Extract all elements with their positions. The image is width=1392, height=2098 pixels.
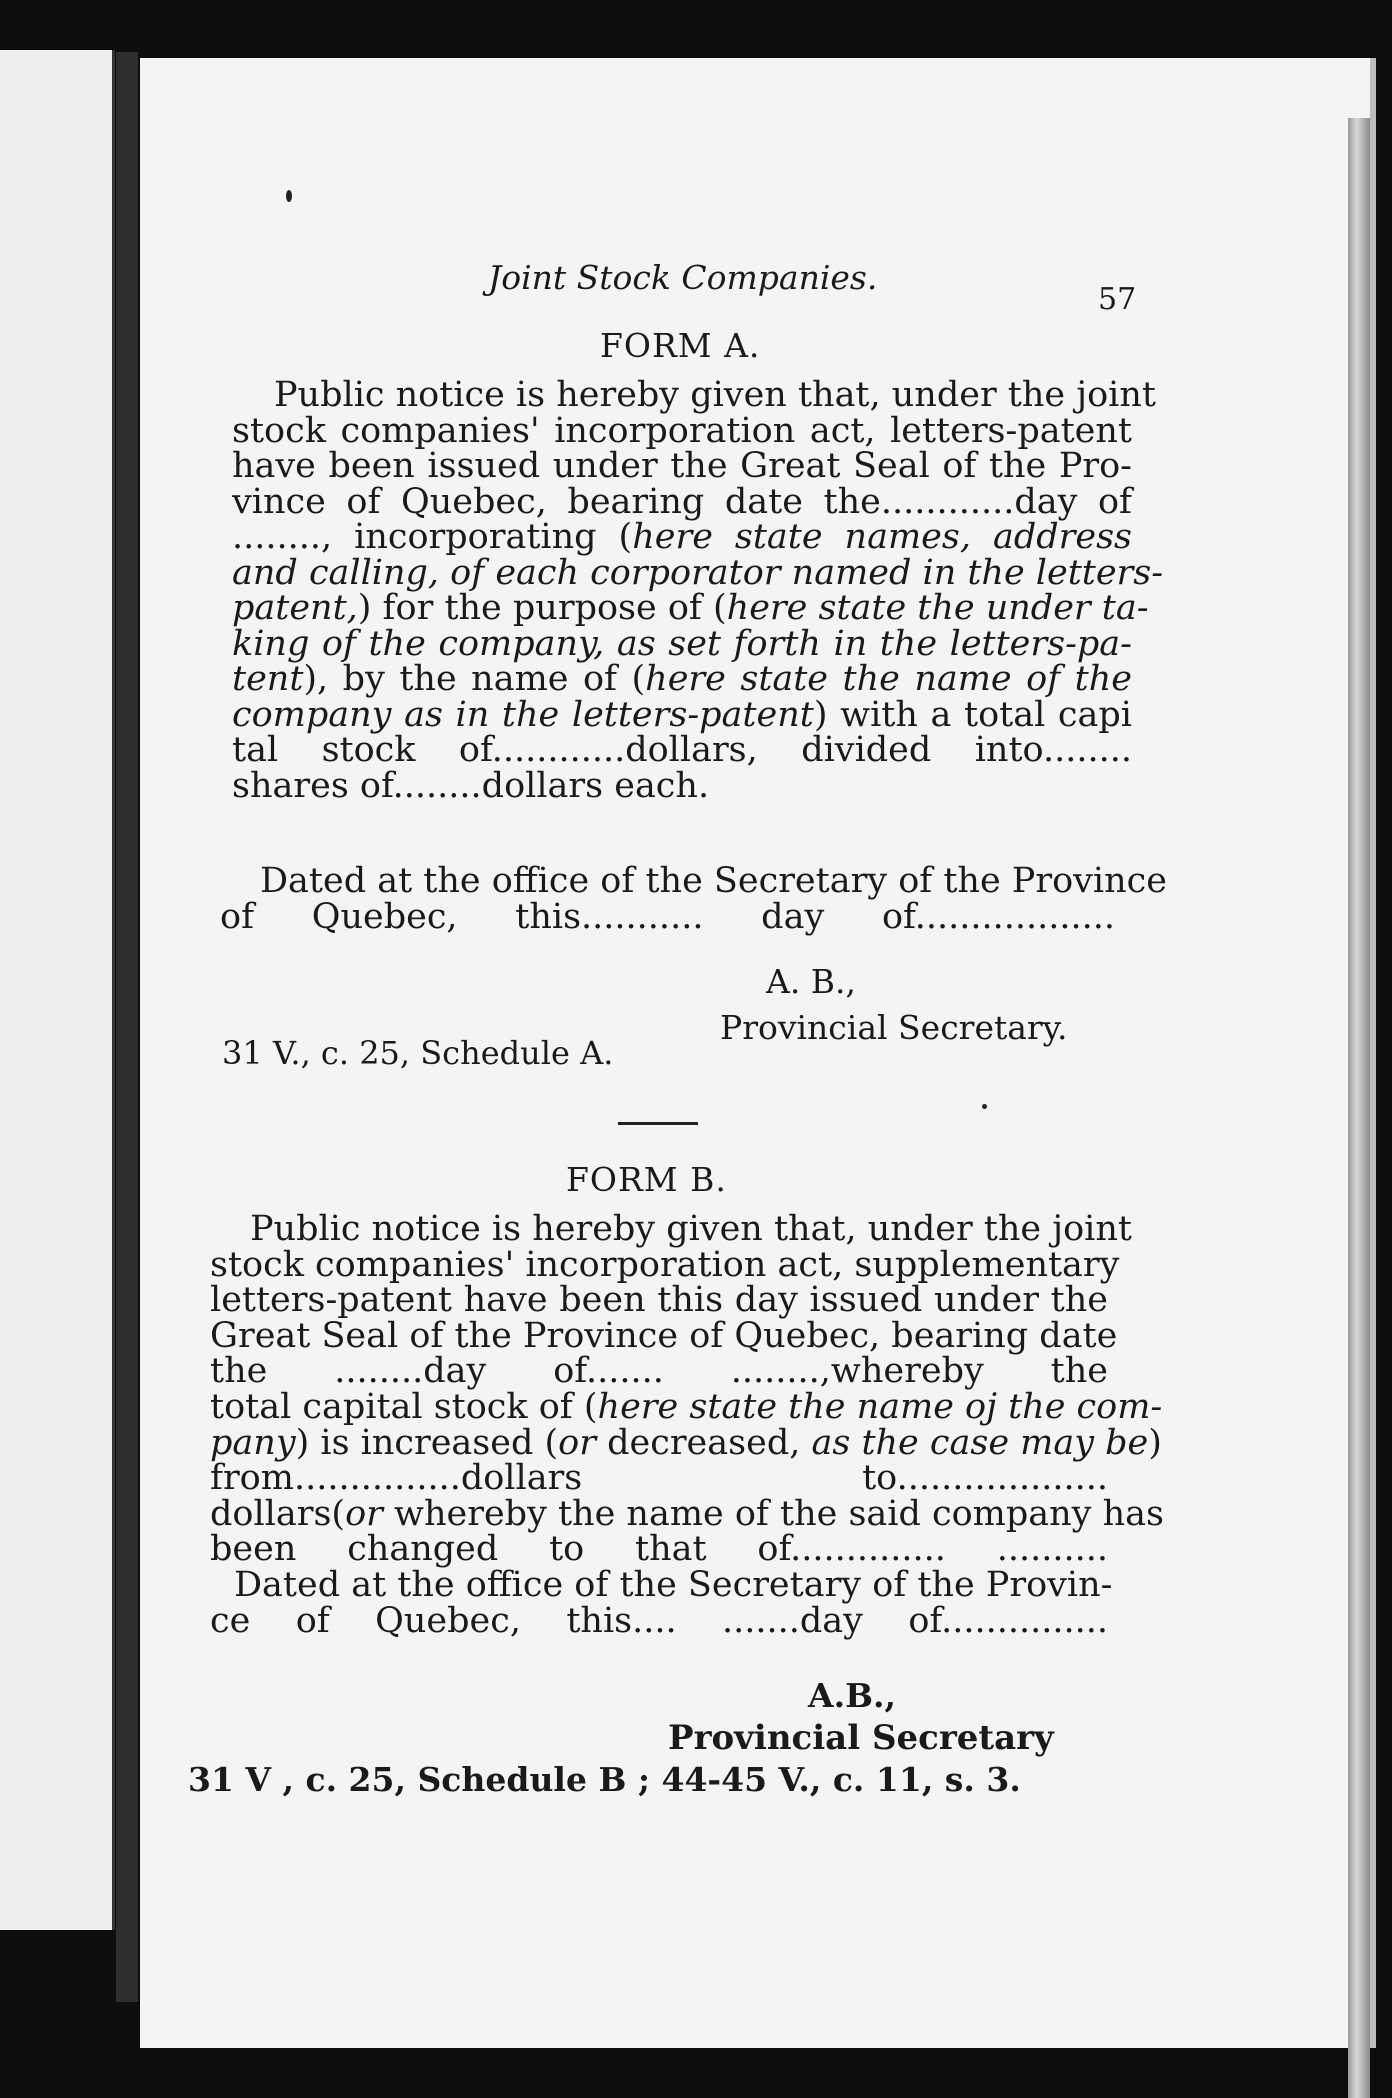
form-a-dated xyxy=(220,861,1167,937)
form-a-title: FORM A. xyxy=(600,326,761,365)
form-b-reference: 31 V , c. 25, Schedule B ; 44-45 V., c. 11, s. 3. xyxy=(188,1760,1021,1799)
form-b-signature-title: Provincial Secretary xyxy=(668,1718,1054,1758)
form-a-notice xyxy=(232,375,1164,806)
text-line: shares of........dollars each. xyxy=(232,765,710,806)
text-line: stock companies' incorporation act, letters-patent xyxy=(232,410,1132,451)
text-line: ........, incorporating (here state names, address xyxy=(232,517,1132,557)
text-line: Great Seal of the Province of Quebec, bearing date xyxy=(210,1315,1118,1356)
text-line: king of the company, as set forth in the letters-pa- xyxy=(232,623,1132,664)
text-line: Public notice is hereby given that, under the joint xyxy=(274,375,1156,415)
text-line: company as in the letters-patent) with a total capi xyxy=(232,694,1132,735)
text-line: the ........day of....... ........,whereby the xyxy=(210,1351,1108,1392)
text-line: Dated at the office of the Secretary of the Provin- xyxy=(234,1564,1113,1605)
text-line: and calling, of each corporator named in the letters- xyxy=(232,552,1164,593)
text-line: tal stock of............dollars, divided into........ xyxy=(232,730,1132,770)
form-a-signature-name: A. B., xyxy=(766,962,857,1001)
text-line: total capital stock of (here state the name oj the com- xyxy=(210,1386,1163,1427)
facing-page-edge xyxy=(0,50,115,1930)
text-line: stock companies' incorporation act, supplementary xyxy=(210,1244,1120,1285)
page-edge-shadow xyxy=(1348,118,1370,2098)
section-divider xyxy=(618,1122,698,1125)
text-line: patent,) for the purpose of (here state the under ta- xyxy=(232,588,1149,628)
text-line: from...............dollars to................... xyxy=(210,1458,1108,1499)
form-b-signature-name: A.B., xyxy=(808,1676,896,1715)
text-line: Dated at the office of the Secretary of the Province xyxy=(260,861,1167,901)
book-binding xyxy=(116,52,138,2002)
text-line: of Quebec, this........... day of.................. xyxy=(220,896,1115,937)
page-number: 57 xyxy=(1098,282,1137,317)
ink-speck xyxy=(982,1104,987,1109)
running-head: Joint Stock Companies. xyxy=(488,258,878,297)
text-line: tent), by the name of (here state the name of the xyxy=(232,659,1132,699)
form-a-signature-title: Provincial Secretary. xyxy=(720,1008,1068,1047)
text-line: vince of Quebec, bearing date the............day of xyxy=(232,481,1132,522)
text-line: pany) is increased (or decreased, as the case may be) xyxy=(210,1422,1162,1463)
text-line: dollars(or whereby the name of the said company has xyxy=(210,1493,1164,1534)
text-line: been changed to that of.............. .......... xyxy=(210,1529,1108,1570)
form-b-notice xyxy=(210,1209,1164,1641)
text-line: have been issued under the Great Seal of the Pro- xyxy=(232,446,1132,486)
form-b-title: FORM B. xyxy=(566,1160,727,1199)
text-line: Public notice is hereby given that, under the joint xyxy=(250,1209,1132,1249)
text-line: ce of Quebec, this.... .......day of............... xyxy=(210,1600,1108,1641)
ink-speck xyxy=(286,190,292,202)
form-a-reference: 31 V., c. 25, Schedule A. xyxy=(222,1034,614,1072)
text-line: letters-patent have been this day issued under the xyxy=(210,1280,1108,1321)
